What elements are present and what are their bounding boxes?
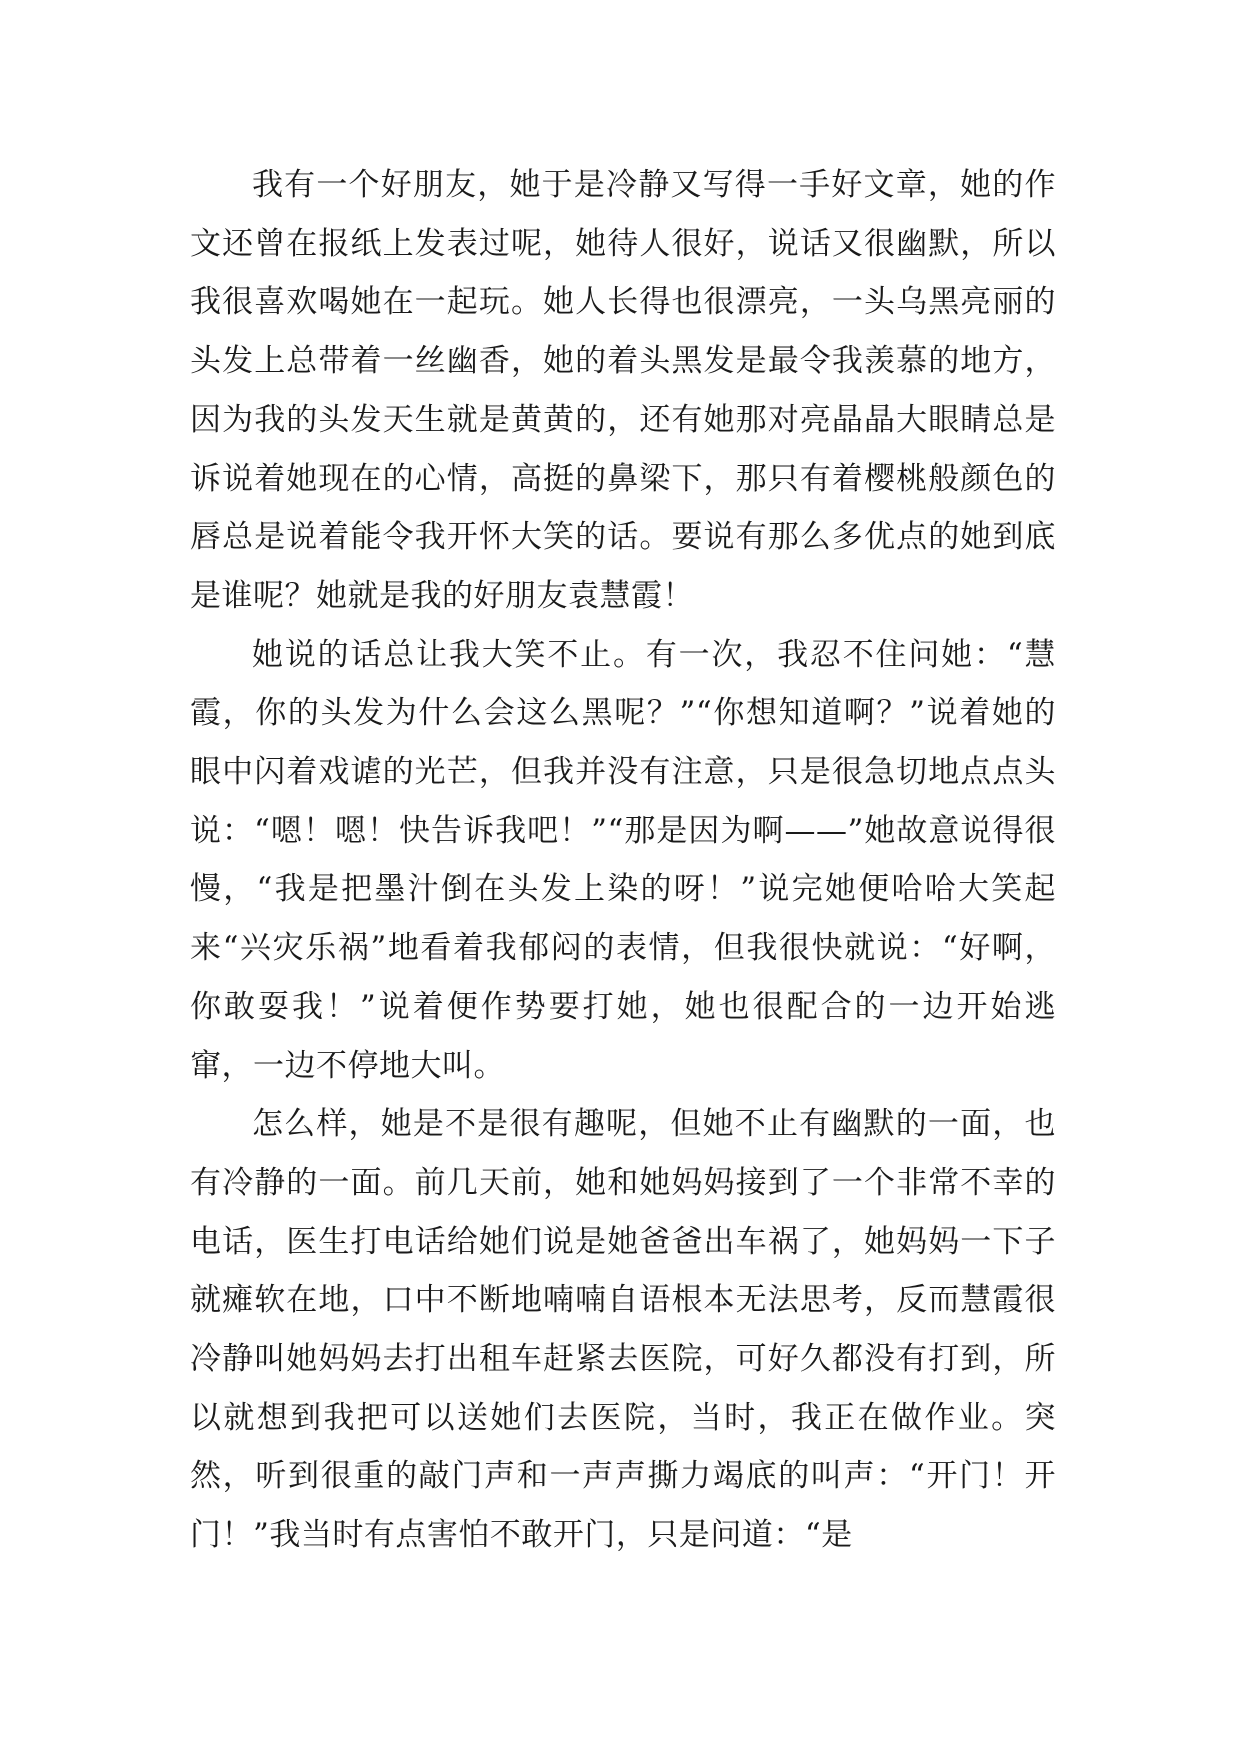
paragraph-3: 怎么样，她是不是很有趣呢，但她不止有幽默的一面，也有冷静的一面。前几天前，她和她妈妈接到了一个非常不幸的电话，医生打电话给她们说是她爸爸出车祸了，她妈妈一下子就瘫软在地，口中不断地喃喃自语根本无法思考，反而慧霞很冷静叫她妈妈去打出租车赶紧去医院，可好久都没有打到，所以就想到我把可以送她们去医院，当时，我正在做作业。突然，听到很重的敲门声和一声声撕力竭底的叫声：“开门！开门！”我当时有点害怕不敢开门，只是问道：“是 xyxy=(190,1106,1056,1554)
body-text xyxy=(190,156,1056,1565)
paragraph-2: 她说的话总让我大笑不止。有一次，我忍不住问她：“慧霞，你的头发为什么会这么黑呢？”“你想知道啊？”说着她的眼中闪着戏谑的光芒，但我并没有注意，只是很急切地点点头说：“嗯！嗯！快告诉我吧！”“那是因为啊——”她故意说得很慢，“我是把墨汁倒在头发上染的呀！”说完她便哈哈大笑起来“兴灾乐祸”地看着我郁闷的表情，但我很快就说：“好啊，你敢耍我！”说着便作势要打她，她也很配合的一边开始逃窜，一边不停地大叫。 xyxy=(190,636,1056,1084)
paragraph-1: 我有一个好朋友，她于是冷静又写得一手好文章，她的作文还曾在报纸上发表过呢，她待人很好，说话又很幽默，所以我很喜欢喝她在一起玩。她人长得也很漂亮，一头乌黑亮丽的头发上总带着一丝幽香，她的着头黑发是最令我羡慕的地方，因为我的头发天生就是黄黄的，还有她那对亮晶晶大眼睛总是诉说着她现在的心情，高挺的鼻梁下，那只有着樱桃般颜色的唇总是说着能令我开怀大笑的话。要说有那么多优点的她到底是谁呢？她就是我的好朋友袁慧霞！ xyxy=(190,167,1056,614)
